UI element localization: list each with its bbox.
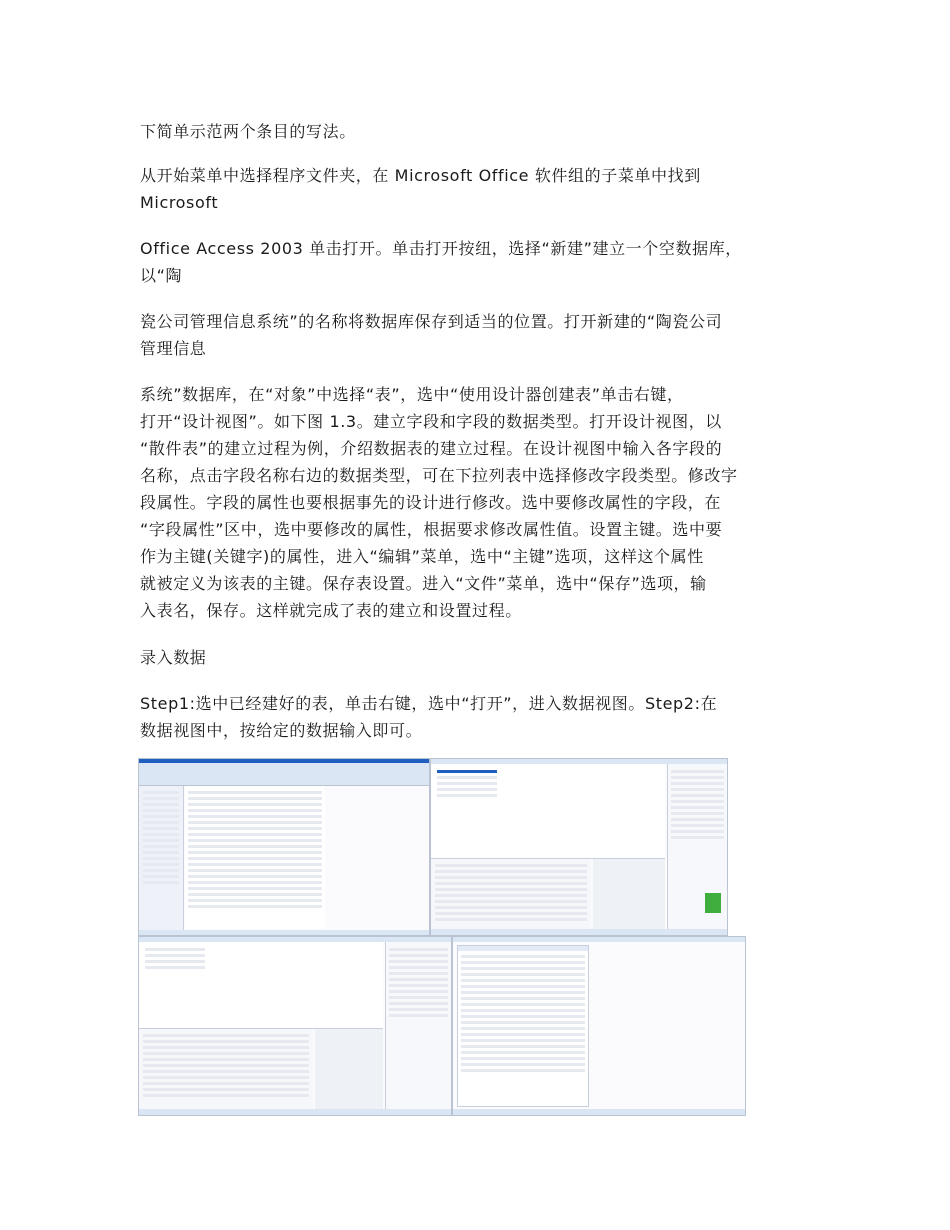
paragraph-save-db: 瓷公司管理信息系统”的名称将数据库保存到适当的位置。打开新建的“陶瓷公司 管理信息 xyxy=(140,312,723,358)
paragraph-steps: Step1:选中已经建好的表，单击右键，选中“打开”，进入数据视图。Step2:在 数据视图中，按给定的数据输入即可。 xyxy=(140,694,718,740)
screenshot-design-view-bottom xyxy=(138,936,452,1116)
paragraph-open-access: Office Access 2003 单击打开。单击打开按纽，选择“新建”建立一个空数据库， 以“陶 xyxy=(140,239,742,285)
paragraph-start-menu: 从开始菜单中选择程序文件夹，在 Microsoft Office 软件组的子菜单中找到 Microsoft xyxy=(140,166,701,212)
paragraph-design-view: 系统”数据库，在“对象”中选择“表”，选中“使用设计器创建表”单击右键， 打开“设计视图”。如下图 1.3。建立字段和字段的数据类型。打开设计视图，以 “散件表”的建立过程为例，介绍数据表的建立过程。在设计视图中输入各字段的 名称，点击字段名称右边的数据类型，可在下拉列表中选择修改字段类型。修改字 段属性。字段的属性也要根据事先的设计进行修改。选中要修改属性的字段，在 “字段属性”区中，选中要修改的属性，根据要求修改属性值。设置主键。选中要 作为主键(关键字)的属性，进入“编辑”菜单，选中“主键”选项，这样这个属性 就被定义为该表的主键。保存表设置。进入“文件”菜单，选中“保存”选项，输 入表名，保存。这样就完成了表的建立和设置过程。 xyxy=(140,385,738,620)
screenshot-design-view-top xyxy=(430,758,728,936)
heading-enter-data: 录入数据 xyxy=(140,648,207,667)
green-logo-icon xyxy=(705,893,721,913)
access-screenshots-figure xyxy=(138,758,748,1116)
screenshot-datasheet-ribbon xyxy=(138,758,430,936)
screenshot-datasheet-view xyxy=(452,936,746,1116)
paragraph-intro: 下简单示范两个条目的写法。 xyxy=(140,122,356,141)
